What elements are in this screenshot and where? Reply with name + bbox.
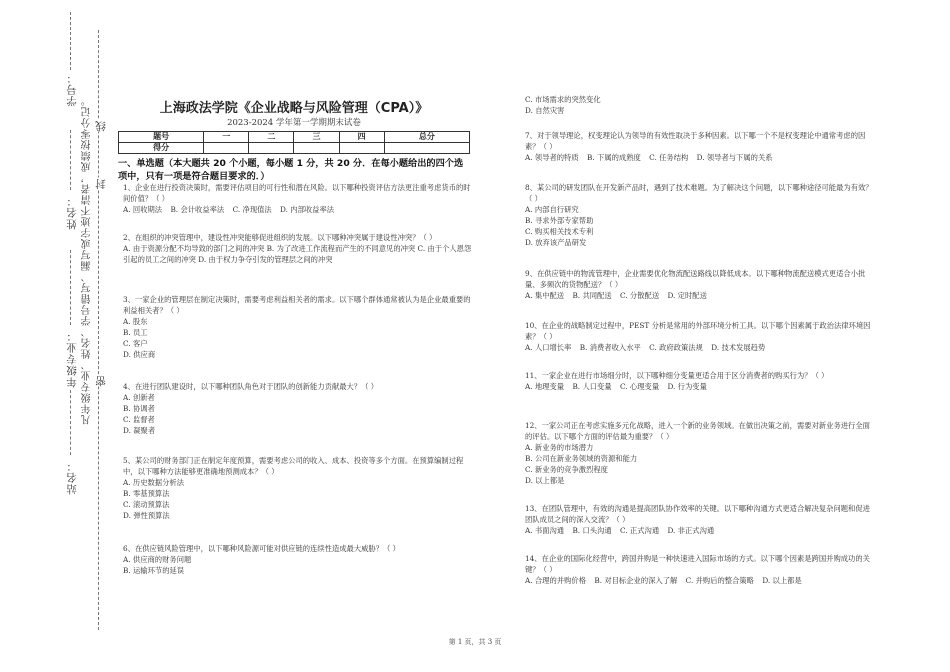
option[interactable]: C. 市场需求的突然变化 [525,95,601,104]
question-stem: 3、一家企业的管理层在制定决策时，需要考虑利益相关者的需求。以下哪个群体通常被认为是企业最重要的利益相关者？（ ） [123,295,471,315]
option[interactable]: A. 合理的并购价格 [525,576,586,585]
question-stem: 9、在供应链中的物流管理中，企业需要优化物流配送路线以降低成本。以下哪种物流配送模式更适合小批量、多频次的货物配送？（ ） [525,269,866,289]
question-4 [123,381,473,436]
score-table-score-row [119,143,470,154]
exam-subtitle: 2023-2024 学年第一学期期末试卷 [227,118,361,128]
option[interactable]: D. 定时配送 [667,291,707,300]
option[interactable]: A. 人口增长率 [525,343,572,352]
option[interactable]: B. 下属的成熟度 [587,153,641,162]
question-3 [123,294,473,360]
seal-mark-feng: 封 [95,178,107,190]
option[interactable]: B. 零基预算法 [123,489,170,498]
score-cell: 得分 [119,143,204,154]
options-row [525,342,875,353]
page-number: 第 1 页，共 3 页 [448,638,502,646]
options-row [123,204,473,215]
option[interactable]: A. 股东 [123,317,148,326]
school-label: 站名： [66,460,78,495]
score-entry-cell[interactable] [339,143,384,154]
option[interactable]: D. 技术发展趋势 [711,343,766,352]
option[interactable]: C. 新业务的竞争激烈程度 [525,465,608,474]
student-id-label: 学号： [66,72,78,107]
question-11 [525,370,875,392]
question-10 [525,320,875,353]
question-1 [123,182,473,215]
question-stem: 8、某公司的研发团队在开发新产品时，遇到了技术难题。为了解决这个问题，以下哪种途径可能最为有效？（ ） [525,183,873,203]
option[interactable]: A. 历史数据分析法 [123,478,184,487]
option[interactable]: D. 行为变量 [667,382,707,391]
option[interactable]: C. 购买相关技术专利 [525,227,594,236]
question-stem: 12、一家公司正在考虑实施多元化战略，进入一个新的业务领域。在做出决策之前，需要对新业务进行全面的评估。以下哪个方面的评估最为重要？（ ） [525,421,870,441]
question-6-continued [525,94,875,116]
option[interactable]: C. 客户 [123,339,148,348]
question-stem: 14、在企业的国际化经营中，跨国并购是一种快速进入国际市场的方式。以下哪个因素是跨国并购成功的关键？（ ） [525,554,870,574]
option[interactable]: A. 回收期法 [123,205,163,214]
seal-mark-mi: 密 [95,375,107,387]
option[interactable]: C. 任务结构 [649,153,689,162]
option[interactable]: D. 以上都是 [762,576,802,585]
exam-title: 上海政法学院《企业战略与风险管理（CPA）》 [159,101,429,116]
option[interactable]: B. 公司在新业务领域的资源和能力 [525,454,638,463]
option[interactable]: C. 正式沟通 [619,526,660,535]
options-row [525,381,875,392]
grade-major-label: 年级专业： [66,330,78,388]
options-row [525,575,875,586]
question-stem: 11、一家企业在进行市场细分时，以下哪种细分变量更适合用于区分消费者的购买行为？（ ） [525,371,829,380]
option[interactable]: D. 供应商 [123,350,156,359]
question-9 [525,268,875,301]
option[interactable]: C. 净现值法 [232,205,272,214]
score-cell: 一 [204,132,249,143]
option[interactable]: B. 会计收益率法 [170,205,225,214]
option[interactable]: A. 领导者的特质 [525,153,579,162]
score-entry-cell[interactable] [294,143,339,154]
option[interactable]: B. 对目标企业的深入了解 [594,576,678,585]
score-table [118,131,470,154]
option[interactable]: B. 协调者 [123,404,155,413]
grade-major-line [70,250,71,325]
question-stem: 6、在供应链风险管理中，以下哪种风险源可能对供应链的连续性造成最大威胁？（ ） [123,544,400,553]
option[interactable]: C. 监督者 [123,415,155,424]
question-7 [525,130,875,163]
option[interactable]: C. 心理变量 [619,382,660,391]
score-cell: 总分 [384,132,469,143]
score-cell: 四 [339,132,384,143]
section-heading: 一、单选题（本大题共 20 个小题，每小题 1 分，共 20 分．在每小题给出的四个选项中，只有一项是符合题目要求的．） [118,158,464,182]
option[interactable]: D. 凝聚者 [123,426,156,435]
question-stem: 7、对于领导理论，权变理论认为领导的有效性取决于多种因素。以下哪一个不是权变理论中通常考虑的因素？（ ） [525,131,866,151]
option[interactable]: C. 滚动预算法 [123,500,170,509]
question-stem: 2、在组织的冲突管理中，建设性冲突能够促进组织的发展。以下哪种冲突属于建设性冲突？（ ） [123,233,437,242]
binding-notice: 凡年级专业、姓名、学号错写、漏写或字迹不清者，成绩按零分记。 [82,95,93,425]
question-14 [525,553,875,586]
score-cell: 题号 [119,132,204,143]
option[interactable]: B. 口头沟通 [572,526,612,535]
question-stem: 1、企业在进行投资决策时，需要评估项目的可行性和潜在风险。以下哪种投资评估方法更注重考虑货币的时间价值？（ ） [123,183,471,203]
option[interactable]: D. 放弃该产品研发 [525,238,587,247]
option[interactable]: D. 自然灾害 [525,106,565,115]
question-stem: 10、在企业的战略制定过程中，PEST 分析是常用的外部环境分析工具。以下哪个因素属于政治法律环境因素？（ ） [525,321,871,341]
student-id-line [70,12,71,70]
option[interactable]: A. 新业务的市场潜力 [525,443,594,452]
option[interactable]: B. 运输环节的延误 [123,566,185,575]
options-row [525,290,875,301]
option[interactable]: D. 弹性预算法 [123,511,170,520]
option[interactable]: C. 政府政策法规 [649,343,703,352]
question-8 [525,182,875,248]
question-stem: 5、某公司的财务部门正在制定年度预算，需要考虑公司的收入、成本、投资等多个方面。在预算编制过程中，以下哪种方法能够更准确地预测成本？（ ） [123,456,464,476]
score-table-header-row [119,132,470,143]
name-label: 姓名： [66,195,78,230]
option[interactable]: B. 人口变量 [572,382,612,391]
option[interactable]: A. 创新者 [123,393,155,402]
score-entry-cell[interactable] [249,143,294,154]
question-5 [123,455,473,521]
option[interactable]: D. 内部收益率法 [280,205,335,214]
option[interactable]: C. 并购后的整合策略 [685,576,754,585]
question-12 [525,420,875,486]
score-entry-cell[interactable] [384,143,469,154]
options-row [525,152,875,163]
option[interactable]: A. 内部自行研究 [525,205,579,214]
option[interactable]: D. 以上都是 [525,476,565,485]
option[interactable]: D. 非正式沟通 [667,526,715,535]
option[interactable]: B. 共同配送 [572,291,612,300]
option[interactable]: B. 员工 [123,328,148,337]
options-row [525,525,875,536]
option[interactable]: D. 领导者与下属的关系 [696,153,773,162]
question-2 [123,232,473,265]
question-stem: 13、在团队管理中，有效的沟通是提高团队协作效率的关键。以下哪种沟通方式更适合解决复杂问题和促进团队成员之间的深入交流？（ ） [525,504,870,524]
question-13 [525,503,875,536]
option[interactable]: B. 消费者收入水平 [579,343,641,352]
option[interactable]: B. 寻求外部专家帮助 [525,216,594,225]
seal-mark-xian: 线 [95,120,107,132]
question-6 [123,543,473,576]
score-entry-cell[interactable] [204,143,249,154]
options-text: A. 由于资源分配不均导致的部门之间的冲突 B. 为了改进工作流程而产生的不同意见的冲突 C. 由于个人恩怨引起的员工之间的冲突 D. 由于权力争夺引发的管理层之间的冲突 [123,244,472,264]
option[interactable]: A. 地理变量 [525,382,565,391]
option[interactable]: A. 集中配送 [525,291,565,300]
option[interactable]: C. 分散配送 [619,291,660,300]
score-cell: 二 [249,132,294,143]
option[interactable]: A. 书面沟通 [525,526,565,535]
score-cell: 三 [294,132,339,143]
school-line [70,390,71,455]
option[interactable]: A. 供应商的财务问题 [123,555,192,564]
name-line [70,130,71,190]
question-stem: 4、在进行团队建设时，以下哪种团队角色对于团队的创新能力贡献最大？（ ） [123,382,379,391]
